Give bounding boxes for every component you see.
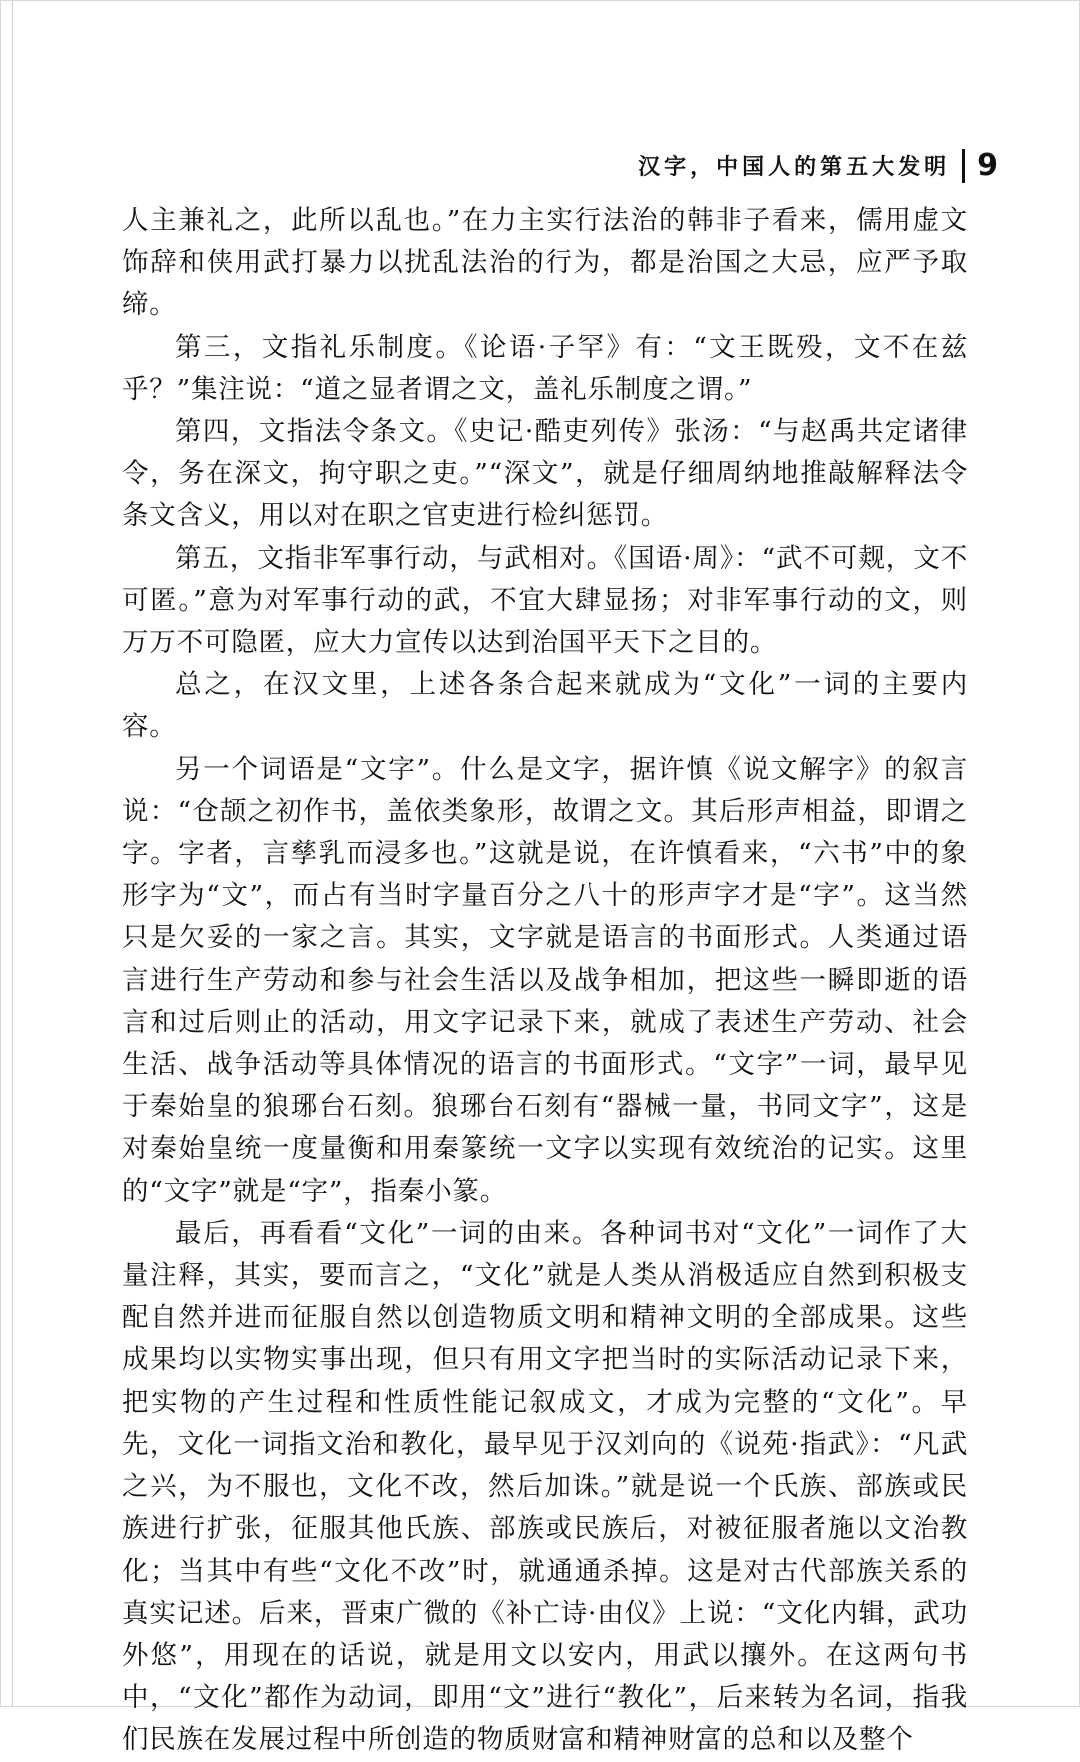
paragraph: 第五，文指非军事行动，与武相对。《国语·周》：“武不可觌，文不可匿。”意为对军事行动的武，不宜大肆显扬；对非军事行动的文，则万万不可隐匿，应大力宣传以达到治国平天下之目的。 (122, 542, 968, 659)
paragraph: 最后，再看看“文化”一词的由来。各种词书对“文化”一词作了大量注释，其实，要而言之，“文化”就是人类从消极适应自然到积极支配自然并进而征服自然以创造物质文明和精神文明的全部成果。这些成果均以实物实事出现，但只有用文字把当时的实际活动记录下来，把实物的产生过程和性质性能记叙成文，才成为完整的“文化”。早先，文化一词指文治和教化，最早见于汉刘向的《说苑·指武》：“凡武之兴，为不服也，文化不改，然后加诛。”就是说一个氏族、部族或民族进行扩张，征服其他氏族、部族或民族后，对被征服者施以文治教化；当其中有些“文化不改”时，就通通杀掉。这是对古代部族关系的真实记述。后来，晋束广微的《补亡诗·由仪》上说：“文化内辑，武功外悠”，用现在的话说，就是用文以安内，用武以攘外。在这两句书中，“文化”都作为动词，即用“文”进行“教化”，后来转为名词，指我们民族在发展过程中所创造的物质财富和精神财富的总和以及整个 (122, 1217, 968, 1756)
body-text (122, 200, 968, 1762)
header-divider (962, 149, 965, 183)
page-edge-rule (12, 0, 13, 1707)
paragraph: 总之，在汉文里，上述各条合起来就成为“文化”一词的主要内容。 (122, 669, 968, 743)
running-head (638, 148, 998, 183)
paragraph: 人主兼礼之，此所以乱也。”在力主实行法治的韩非子看来，儒用虚文饰辞和侠用武打暴力以扰乱法治的行为，都是治国之大忌，应严予取缔。 (122, 205, 968, 321)
paragraph: 另一个词语是“文字”。什么是文字，据许慎《说文解字》的叙言说：“仓颉之初作书，盖依类象形，故谓之文。其后形声相益，即谓之字。字者，言孳乳而浸多也。”这就是说，在许慎看来，“六书”中的象形字为“文”，而占有当时字量百分之八十的形声字才是“字”。这当然只是欠妥的一家之言。其实，文字就是语言的书面形式。人类通过语言进行生产劳动和参与社会生活以及战争相加，把这些一瞬即逝的语言和过后则止的活动，用文字记录下来，就成了表述生产劳动、社会生活、战争活动等具体情况的语言的书面形式。“文字”一词，最早见于秦始皇的狼琊台石刻。狼琊台石刻有“器械一量，书同文字”，这是对秦始皇统一度量衡和用秦篆统一文字以实现有效统治的记实。这里的“文字”就是“字”，指秦小篆。 (122, 753, 968, 1207)
page-number: 9 (977, 148, 998, 183)
running-title: 汉字，中国人的第五大发明 (638, 155, 951, 180)
paragraph: 第三，文指礼乐制度。《论语·子罕》有：“文王既殁，文不在兹乎？”集注说：“道之显者谓之文，盖礼乐制度之谓。” (122, 331, 968, 405)
paragraph: 第四，文指法令条文。《史记·酷吏列传》张汤：“与赵禹共定诸律令，务在深文，拘守职之吏。”“深文”，就是仔细周纳地推敲解释法令条文含义，用以对在职之官吏进行检纠惩罚。 (122, 416, 968, 532)
